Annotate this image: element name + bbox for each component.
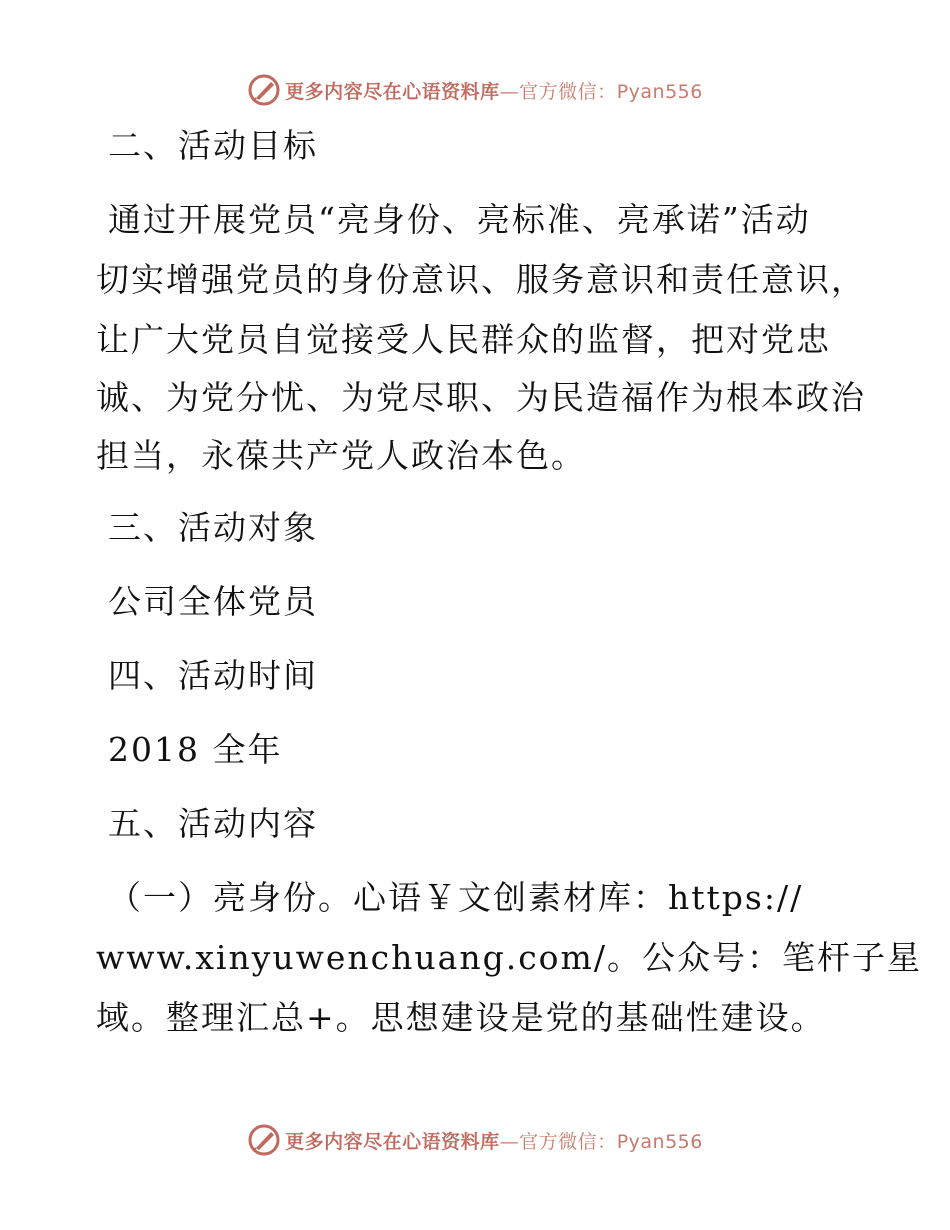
paragraph-line: www.xinyuwenchuang.com/。公众号：笔杆子星 <box>96 938 922 977</box>
section-heading-goal: 二、活动目标 <box>108 126 318 165</box>
quill-pen-logo-icon <box>247 1123 281 1157</box>
section-heading-time: 四、活动时间 <box>108 656 318 695</box>
banner-official-label: 官方微信： <box>519 1130 617 1153</box>
target-text: 公司全体党员 <box>108 582 318 621</box>
paragraph-line: （一）亮身份。心语￥文创素材库：https:// <box>108 878 804 917</box>
banner-separator: — <box>499 80 520 103</box>
paragraph-line: 通过开展党员“亮身份、亮标准、亮承诺”活动 <box>108 200 811 239</box>
paragraph-line: 担当，永葆共产党人政治本色。 <box>96 436 586 475</box>
quill-pen-logo-icon <box>247 73 281 107</box>
banner-official-label: 官方微信： <box>519 80 617 103</box>
banner-wechat-id: Pyan556 <box>616 80 703 103</box>
section-heading-target: 三、活动对象 <box>108 508 318 547</box>
paragraph-line: 让广大党员自觉接受人民群众的监督，把对党忠 <box>96 320 831 359</box>
banner-text <box>285 1127 703 1154</box>
paragraph-line: 切实增强党员的身份意识、服务意识和责任意识， <box>96 260 866 299</box>
footer-watermark-banner <box>0 1120 950 1160</box>
section-heading-content: 五、活动内容 <box>108 804 318 843</box>
banner-main-text: 更多内容尽在心语资料库 <box>285 1130 500 1153</box>
time-text: 2018 全年 <box>108 730 283 769</box>
header-watermark-banner <box>0 70 950 110</box>
banner-text <box>285 77 703 104</box>
paragraph-line: 域。整理汇总+。思想建设是党的基础性建设。 <box>96 998 826 1037</box>
paragraph-line: 诚、为党分忧、为党尽职、为民造福作为根本政治 <box>96 378 866 417</box>
banner-separator: — <box>499 1130 520 1153</box>
banner-wechat-id: Pyan556 <box>616 1130 703 1153</box>
banner-main-text: 更多内容尽在心语资料库 <box>285 80 500 103</box>
